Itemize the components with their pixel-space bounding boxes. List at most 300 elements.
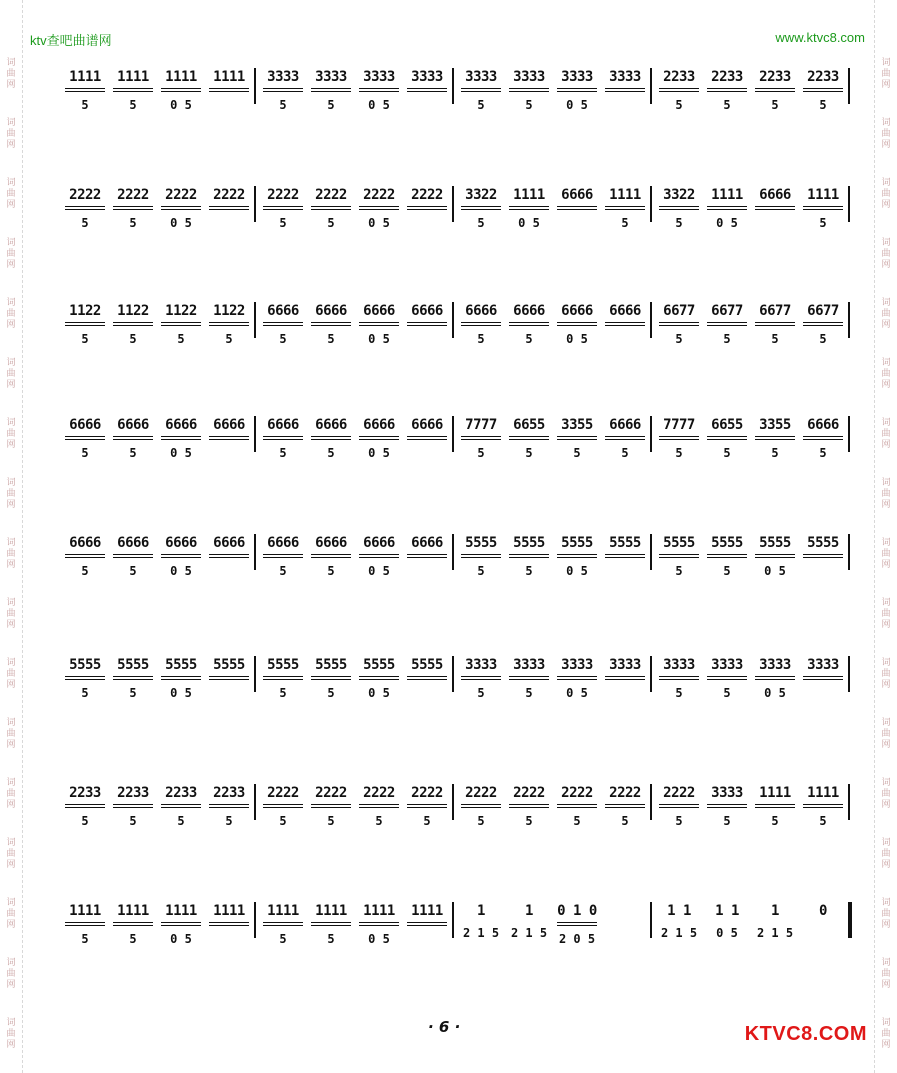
sixteenth-underline: [113, 676, 153, 680]
sixteenth-underline: [161, 804, 201, 808]
beat: [62, 186, 108, 230]
bass-notes: 5: [477, 98, 485, 112]
beat: [800, 186, 846, 230]
sixteenth-underline: [803, 206, 843, 210]
beat: [308, 68, 354, 112]
bass-notes: 5: [819, 814, 827, 828]
barline: [254, 534, 256, 570]
bass-notes: 5: [621, 216, 629, 230]
bass-notes: 5: [327, 686, 335, 700]
melody-notes: 5555: [561, 535, 593, 551]
melody-notes: 3333: [711, 785, 743, 801]
melody-notes: 3333: [411, 69, 443, 85]
melody-notes: 6677: [663, 303, 695, 319]
sixteenth-underline: [311, 206, 351, 210]
beat: [356, 902, 402, 946]
melody-notes: 6666: [759, 187, 791, 203]
sixteenth-underline: [407, 88, 447, 92]
bass-notes: 5: [129, 446, 137, 460]
bass-notes: 5: [177, 332, 185, 346]
side-watermark-text: 词 曲 网: [6, 298, 16, 330]
beat: [752, 416, 798, 460]
melody-notes: 1111: [807, 785, 839, 801]
bass-notes: 0 5: [368, 446, 390, 460]
melody-notes: 2222: [513, 785, 545, 801]
beat: [554, 68, 600, 112]
beat: [260, 186, 306, 230]
beat: [260, 416, 306, 460]
beat: [602, 656, 648, 686]
beat: [800, 784, 846, 828]
beat: [704, 68, 750, 112]
beat: [110, 784, 156, 828]
side-watermark-text: 词 曲 网: [881, 898, 891, 930]
melody-notes: 0 1 0: [557, 903, 597, 919]
melody-notes: 3333: [513, 657, 545, 673]
site-url-header[interactable]: www.ktvc8.com: [775, 30, 865, 45]
beat: [752, 902, 798, 940]
beat: [506, 534, 552, 578]
melody-notes: 3322: [465, 187, 497, 203]
beat: [110, 302, 156, 346]
beat: [308, 656, 354, 700]
sixteenth-underline: [557, 676, 597, 680]
beat: [260, 68, 306, 112]
side-watermark-text: 词 曲 网: [6, 178, 16, 210]
site-name-header[interactable]: ktv查吧曲谱网: [30, 33, 112, 48]
bass-notes: 5: [723, 98, 731, 112]
score-row: [62, 68, 842, 132]
sixteenth-underline: [311, 676, 351, 680]
bass-notes: 5: [81, 932, 89, 946]
beat: [308, 302, 354, 346]
melody-notes: 2222: [411, 187, 443, 203]
side-watermark-text: 词 曲 网: [6, 238, 16, 270]
barline: [452, 68, 454, 104]
bass-notes: 5: [525, 686, 533, 700]
beat: [158, 68, 204, 112]
sixteenth-underline: [803, 554, 843, 558]
melody-notes: 6666: [807, 417, 839, 433]
bass-notes: 2 1 5: [756, 926, 794, 940]
sixteenth-underline: [707, 322, 747, 326]
melody-notes: 6666: [411, 303, 443, 319]
melody-notes: 5555: [411, 657, 443, 673]
melody-notes: 1111: [69, 903, 101, 919]
bass-notes: 5: [771, 446, 779, 460]
beat: [554, 302, 600, 346]
melody-notes: 6666: [561, 303, 593, 319]
score-row: [62, 534, 842, 598]
melody-notes: 6666: [267, 535, 299, 551]
bass-notes: 5: [723, 564, 731, 578]
bass-notes: 5: [177, 814, 185, 828]
bass-notes: 5: [129, 686, 137, 700]
side-watermark-text: 词 曲 网: [6, 598, 16, 630]
beat: [554, 186, 600, 216]
beat: [506, 302, 552, 346]
sixteenth-underline: [461, 436, 501, 440]
melody-notes: 5555: [807, 535, 839, 551]
barline: [254, 656, 256, 692]
sixteenth-underline: [113, 88, 153, 92]
sixteenth-underline: [209, 804, 249, 808]
beat: [308, 186, 354, 230]
melody-notes: 7777: [663, 417, 695, 433]
score-row: [62, 656, 842, 720]
beat: [704, 186, 750, 230]
melody-notes: 5555: [165, 657, 197, 673]
melody-notes: 3333: [609, 69, 641, 85]
sixteenth-underline: [605, 206, 645, 210]
melody-notes: 6666: [117, 535, 149, 551]
melody-notes: 6666: [363, 303, 395, 319]
beat: [602, 302, 648, 332]
bass-notes: 5: [81, 98, 89, 112]
beat: [458, 656, 504, 700]
beat: [458, 302, 504, 346]
sixteenth-underline: [605, 804, 645, 808]
sixteenth-underline: [755, 554, 795, 558]
beat: [206, 902, 252, 932]
beat: [506, 656, 552, 700]
beat: [62, 902, 108, 946]
melody-notes: 1111: [213, 903, 245, 919]
sixteenth-underline: [407, 922, 447, 926]
beat: [656, 302, 702, 346]
sixteenth-underline: [755, 88, 795, 92]
beat: [752, 656, 798, 700]
sixteenth-underline: [557, 436, 597, 440]
melody-notes: 3322: [663, 187, 695, 203]
sixteenth-underline: [659, 554, 699, 558]
side-watermark-text: 词 曲 网: [881, 178, 891, 210]
sixteenth-underline: [113, 922, 153, 926]
side-watermark-text: 词 曲 网: [6, 118, 16, 150]
sixteenth-underline: [461, 804, 501, 808]
bass-notes: 5: [675, 332, 683, 346]
barline: [848, 656, 850, 692]
sixteenth-underline: [407, 804, 447, 808]
bass-notes: 5: [723, 332, 731, 346]
score-row: [62, 302, 842, 366]
melody-notes: 6655: [711, 417, 743, 433]
melody-notes: 7777: [465, 417, 497, 433]
melody-notes: 6666: [69, 417, 101, 433]
beat: [206, 186, 252, 216]
side-watermark-text: 词 曲 网: [6, 838, 16, 870]
bass-notes: 0 5: [368, 98, 390, 112]
bass-notes: 5: [279, 564, 287, 578]
sixteenth-underline: [461, 322, 501, 326]
melody-notes: 2222: [411, 785, 443, 801]
melody-notes: 2222: [267, 187, 299, 203]
beat: [356, 784, 402, 828]
melody-notes: 1 1: [667, 903, 691, 919]
melody-notes: 5555: [513, 535, 545, 551]
melody-notes: 1122: [69, 303, 101, 319]
bass-notes: 5: [771, 98, 779, 112]
bass-notes: 5: [327, 814, 335, 828]
sixteenth-underline: [407, 322, 447, 326]
beat: [800, 902, 846, 926]
melody-notes: 5555: [213, 657, 245, 673]
bass-notes: 0 5: [566, 98, 588, 112]
bass-notes: 5: [621, 446, 629, 460]
beat: [458, 902, 504, 940]
side-watermark-text: 词 曲 网: [6, 778, 16, 810]
melody-notes: 2233: [213, 785, 245, 801]
melody-notes: 3333: [663, 657, 695, 673]
sixteenth-underline: [461, 554, 501, 558]
melody-notes: 5555: [267, 657, 299, 673]
bass-notes: 5: [477, 814, 485, 828]
beat: [752, 784, 798, 828]
beat: [602, 534, 648, 564]
sixteenth-underline: [755, 804, 795, 808]
barline: [650, 186, 652, 222]
side-watermark-text: 词 曲 网: [6, 358, 16, 390]
score-row: [62, 416, 842, 480]
beat: [308, 784, 354, 828]
beat: [110, 68, 156, 112]
beat: [356, 534, 402, 578]
melody-notes: 1: [525, 903, 533, 919]
bass-notes: 5: [327, 932, 335, 946]
melody-notes: 1111: [117, 69, 149, 85]
bass-notes: 5: [327, 98, 335, 112]
sixteenth-underline: [263, 922, 303, 926]
sixteenth-underline: [803, 804, 843, 808]
beat: [110, 902, 156, 946]
bass-notes: 5: [573, 814, 581, 828]
side-watermark-text: 词 曲 网: [881, 598, 891, 630]
bass-notes: 5: [81, 686, 89, 700]
melody-notes: 1: [477, 903, 485, 919]
bass-notes: 5: [327, 564, 335, 578]
beat: [602, 416, 648, 460]
beat: [458, 186, 504, 230]
beat: [752, 534, 798, 578]
sixteenth-underline: [65, 804, 105, 808]
melody-notes: 1111: [807, 187, 839, 203]
beat: [158, 416, 204, 460]
beat: [800, 534, 846, 564]
barline: [848, 302, 850, 338]
bass-notes: 5: [819, 216, 827, 230]
beat: [356, 186, 402, 230]
beat: [656, 902, 702, 940]
beat: [260, 656, 306, 700]
melody-notes: 1: [771, 903, 779, 919]
melody-notes: 6666: [363, 535, 395, 551]
side-watermark-text: 词 曲 网: [6, 418, 16, 450]
side-watermark-text: 词 曲 网: [881, 838, 891, 870]
beat: [158, 534, 204, 578]
melody-notes: 3333: [711, 657, 743, 673]
beat: [458, 68, 504, 112]
beat: [602, 902, 648, 908]
bass-notes: 5: [819, 98, 827, 112]
beat: [158, 302, 204, 346]
sixteenth-underline: [359, 322, 399, 326]
melody-notes: 1111: [69, 69, 101, 85]
bass-notes: 5: [723, 446, 731, 460]
melody-notes: 3333: [465, 657, 497, 673]
beat: [554, 784, 600, 828]
melody-notes: 2222: [663, 785, 695, 801]
melody-notes: 1111: [165, 69, 197, 85]
score-row: [62, 784, 842, 848]
beat: [752, 302, 798, 346]
bass-notes: 0 5: [566, 564, 588, 578]
bass-notes: 0 5: [170, 932, 192, 946]
sixteenth-underline: [311, 804, 351, 808]
barline: [452, 656, 454, 692]
bass-notes: 5: [675, 216, 683, 230]
barline: [452, 302, 454, 338]
bass-notes: 5: [771, 332, 779, 346]
beat: [704, 902, 750, 940]
side-watermark-text: 词 曲 网: [6, 1018, 16, 1050]
barline: [452, 534, 454, 570]
bass-notes: 5: [675, 98, 683, 112]
beat: [704, 784, 750, 828]
sixteenth-underline: [557, 804, 597, 808]
sixteenth-underline: [509, 206, 549, 210]
melody-notes: 6666: [165, 417, 197, 433]
melody-notes: 6666: [213, 417, 245, 433]
beat: [62, 68, 108, 112]
bass-notes: 0 5: [170, 446, 192, 460]
beat: [800, 656, 846, 686]
melody-notes: 6666: [363, 417, 395, 433]
melody-notes: 5555: [663, 535, 695, 551]
bass-notes: 5: [675, 686, 683, 700]
side-watermark-text: 词 曲 网: [6, 958, 16, 990]
beat: [404, 416, 450, 446]
beat: [356, 68, 402, 112]
side-watermark-text: 词 曲 网: [881, 118, 891, 150]
melody-notes: 1111: [363, 903, 395, 919]
sixteenth-underline: [509, 322, 549, 326]
bass-notes: 5: [573, 446, 581, 460]
beat: [602, 68, 648, 98]
beat: [158, 902, 204, 946]
sixteenth-underline: [509, 554, 549, 558]
melody-notes: 3333: [561, 657, 593, 673]
sixteenth-underline: [161, 206, 201, 210]
beat: [602, 784, 648, 828]
side-watermark-text: 词 曲 网: [881, 478, 891, 510]
melody-notes: 0: [819, 903, 827, 919]
side-watermark-text: 词 曲 网: [6, 478, 16, 510]
page-number: · 6 ·: [428, 1018, 461, 1036]
sixteenth-underline: [311, 322, 351, 326]
sixteenth-underline: [557, 554, 597, 558]
melody-notes: 1111: [315, 903, 347, 919]
bass-notes: 5: [675, 564, 683, 578]
bass-notes: 0 5: [764, 564, 786, 578]
beat: [308, 902, 354, 946]
sixteenth-underline: [311, 922, 351, 926]
sixteenth-underline: [359, 554, 399, 558]
sixteenth-underline: [803, 676, 843, 680]
sixteenth-underline: [605, 676, 645, 680]
bass-notes: 5: [279, 332, 287, 346]
melody-notes: 5555: [315, 657, 347, 673]
bass-notes: 5: [225, 814, 233, 828]
melody-notes: 2222: [363, 187, 395, 203]
sixteenth-underline: [263, 676, 303, 680]
sixteenth-underline: [659, 88, 699, 92]
sixteenth-underline: [113, 206, 153, 210]
bass-notes: 5: [477, 216, 485, 230]
melody-notes: 6677: [807, 303, 839, 319]
beat: [356, 656, 402, 700]
melody-notes: 5555: [363, 657, 395, 673]
barline: [650, 656, 652, 692]
bass-notes: 0 5: [170, 98, 192, 112]
beat: [656, 186, 702, 230]
barline: [848, 68, 850, 104]
melody-notes: 2222: [561, 785, 593, 801]
beat: [458, 784, 504, 828]
side-watermark-text: 词 曲 网: [881, 1018, 891, 1050]
sixteenth-underline: [461, 206, 501, 210]
side-watermark-text: 词 曲 网: [881, 778, 891, 810]
bass-notes: 5: [423, 814, 431, 828]
beat: [704, 656, 750, 700]
side-watermark-text: 词 曲 网: [6, 718, 16, 750]
barline: [452, 784, 454, 820]
beat: [206, 534, 252, 564]
melody-notes: 2222: [165, 187, 197, 203]
bass-notes: 5: [525, 98, 533, 112]
beat: [704, 534, 750, 578]
beat: [356, 416, 402, 460]
bass-notes: 2 1 5: [660, 926, 698, 940]
sixteenth-underline: [407, 554, 447, 558]
sixteenth-underline: [209, 322, 249, 326]
melody-notes: 1111: [609, 187, 641, 203]
barline: [650, 534, 652, 570]
beat: [554, 416, 600, 460]
sixteenth-underline: [509, 88, 549, 92]
sixteenth-underline: [263, 804, 303, 808]
sixteenth-underline: [557, 922, 597, 926]
beat: [506, 416, 552, 460]
bass-notes: 0 5: [170, 564, 192, 578]
sixteenth-underline: [161, 436, 201, 440]
bass-notes: 0 5: [368, 564, 390, 578]
melody-notes: 2233: [663, 69, 695, 85]
bass-notes: 5: [129, 332, 137, 346]
melody-notes: 1111: [759, 785, 791, 801]
beat: [158, 186, 204, 230]
sixteenth-underline: [113, 322, 153, 326]
barline: [452, 186, 454, 222]
bass-notes: 5: [279, 446, 287, 460]
melody-notes: 6666: [561, 187, 593, 203]
beat: [206, 784, 252, 828]
beat: [206, 656, 252, 686]
sixteenth-underline: [359, 804, 399, 808]
melody-notes: 6666: [117, 417, 149, 433]
bass-notes: 2 1 5: [462, 926, 500, 940]
beat: [62, 784, 108, 828]
barline: [848, 784, 850, 820]
